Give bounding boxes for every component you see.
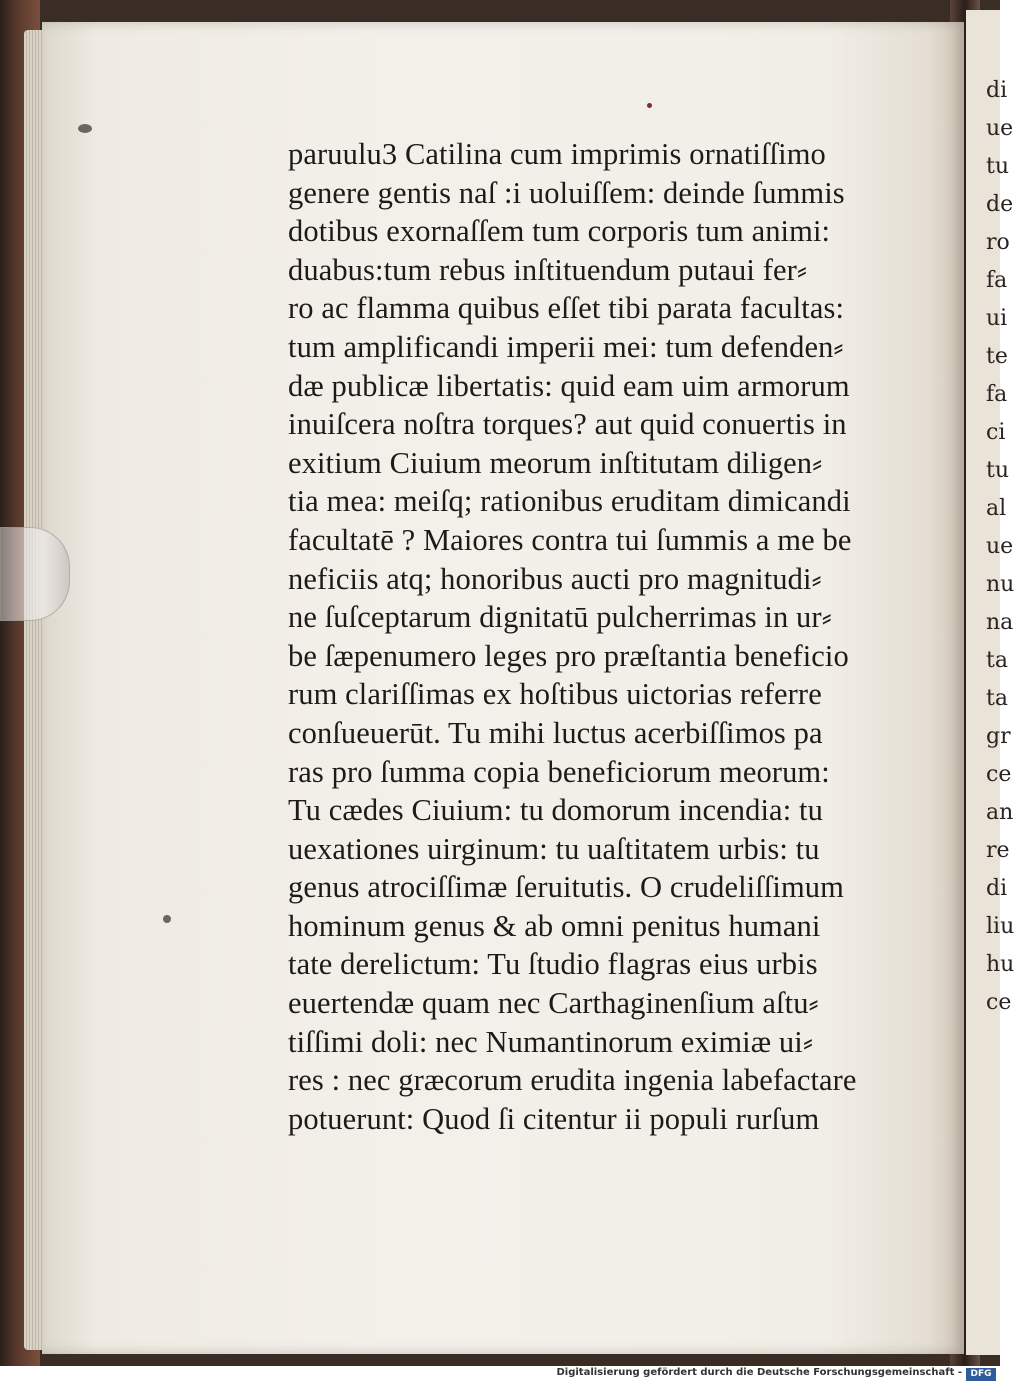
text-line: conſueuerūt. Tu mihi luctus acerbiſſimos pa — [288, 715, 823, 750]
facing-page-edge — [966, 10, 1014, 1355]
facing-page-fragment: ce — [986, 990, 1012, 1015]
facing-page-fragment: ci — [986, 420, 1006, 445]
facing-page-fragment: di — [986, 78, 1008, 103]
facing-page-fragment: di — [986, 876, 1008, 901]
text-line: Tu cædes Ciuium: tu domorum incendia: tu — [288, 793, 823, 828]
text-line: res : nec græcorum erudita ingenia labefactare — [288, 1063, 857, 1098]
page-speck — [163, 915, 171, 923]
page-speck — [78, 124, 92, 133]
text-line: dotibus exornaſſem tum corporis tum animi: — [288, 214, 831, 249]
facing-page-fragment: de — [986, 192, 1014, 217]
facing-page-fragment: ta — [986, 648, 1008, 673]
page-clip — [0, 527, 70, 621]
text-line: facultatē ? Maiores contra tui ſummis a me be — [288, 522, 852, 557]
page-speck — [647, 103, 652, 108]
text-line: paruulu3 Catilina cum imprimis ornatiſſimo — [288, 137, 826, 171]
facing-page-fragment: al — [986, 496, 1007, 521]
facing-page-fragment: fa — [986, 268, 1008, 293]
text-line: tia mea: meiſq; rationibus eruditam dimicandi — [288, 484, 851, 519]
page-text — [288, 135, 878, 1138]
facing-page-fragment: ce — [986, 762, 1012, 787]
facing-page-fragment: liu — [986, 914, 1014, 939]
text-line: tate derelictum: Tu ſtudio flagras eius urbis — [288, 947, 818, 982]
text-line: ro ac flamma quibus eſſet tibi parata facultas: — [288, 291, 845, 326]
facing-page-fragment: te — [986, 344, 1008, 369]
text-line: exitium Ciuium meorum inſtitutam diligen⸗ — [288, 445, 823, 480]
text-line: ras pro ſumma copia beneficiorum meorum: — [288, 754, 830, 789]
page-edges — [24, 30, 44, 1350]
facing-page-fragment: fa — [986, 382, 1008, 407]
text-line: dæ publicæ libertatis: quid eam uim armorum — [288, 368, 850, 403]
text-line: duabus:tum rebus inſtituendum putaui fer⸗ — [288, 252, 808, 287]
facing-page-fragment: ue — [986, 534, 1014, 559]
text-line: rum clariſſimas ex hoſtibus uictorias referre — [288, 677, 822, 712]
text-line: euertendæ quam nec Carthaginenſium aſtu⸗ — [288, 986, 819, 1021]
text-line: genere gentis naſ :i uoluiſſem: deinde ſummis — [288, 175, 845, 210]
text-line: potuerunt: Quod ſi citentur ii populi rurſum — [288, 1101, 820, 1136]
text-line: uexationes uirginum: tu uaſtitatem urbis: tu — [288, 831, 820, 866]
facing-page-fragment: ue — [986, 116, 1014, 141]
text-line: tum amplificandi imperii mei: tum defenden⸗ — [288, 329, 844, 364]
facing-page-fragment: tu — [986, 154, 1010, 179]
facing-page-fragment: ro — [986, 230, 1010, 255]
facing-page-fragment: tu — [986, 458, 1010, 483]
facing-page-fragment: ui — [986, 306, 1008, 331]
footer-credit: Digitalisierung gefördert durch die Deutsche Forschungsgemeinschaft - — [556, 1367, 962, 1378]
text-line: inuiſcera noſtra torques? aut quid conuertis in — [288, 407, 847, 442]
text-line: genus atrociſſimæ ſeruitutis. O crudeliſſimum — [288, 870, 844, 905]
facing-page-fragment: re — [986, 838, 1010, 863]
facing-page-fragment: nu — [986, 572, 1014, 597]
footer-bar — [0, 1366, 1000, 1384]
facing-page-fragment: na — [986, 610, 1014, 635]
text-line: be ſæpenumero leges pro præſtantia beneficio — [288, 638, 849, 673]
facing-page-fragment: hu — [986, 952, 1014, 977]
dfg-logo: DFG — [966, 1368, 996, 1381]
text-line: hominum genus & ab omni penitus humani — [288, 908, 821, 943]
facing-page-fragment: gr — [986, 724, 1011, 749]
text-line: tiſſimi doli: nec Numantinorum eximiæ ui⸗ — [288, 1024, 814, 1059]
text-line: ne ſuſceptarum dignitatū pulcherrimas in ur⸗ — [288, 600, 832, 635]
facing-page-fragment: an — [986, 800, 1014, 825]
text-line: neficiis atq; honoribus aucti pro magnitudi⸗ — [288, 561, 822, 596]
facing-page-fragment: ta — [986, 686, 1008, 711]
